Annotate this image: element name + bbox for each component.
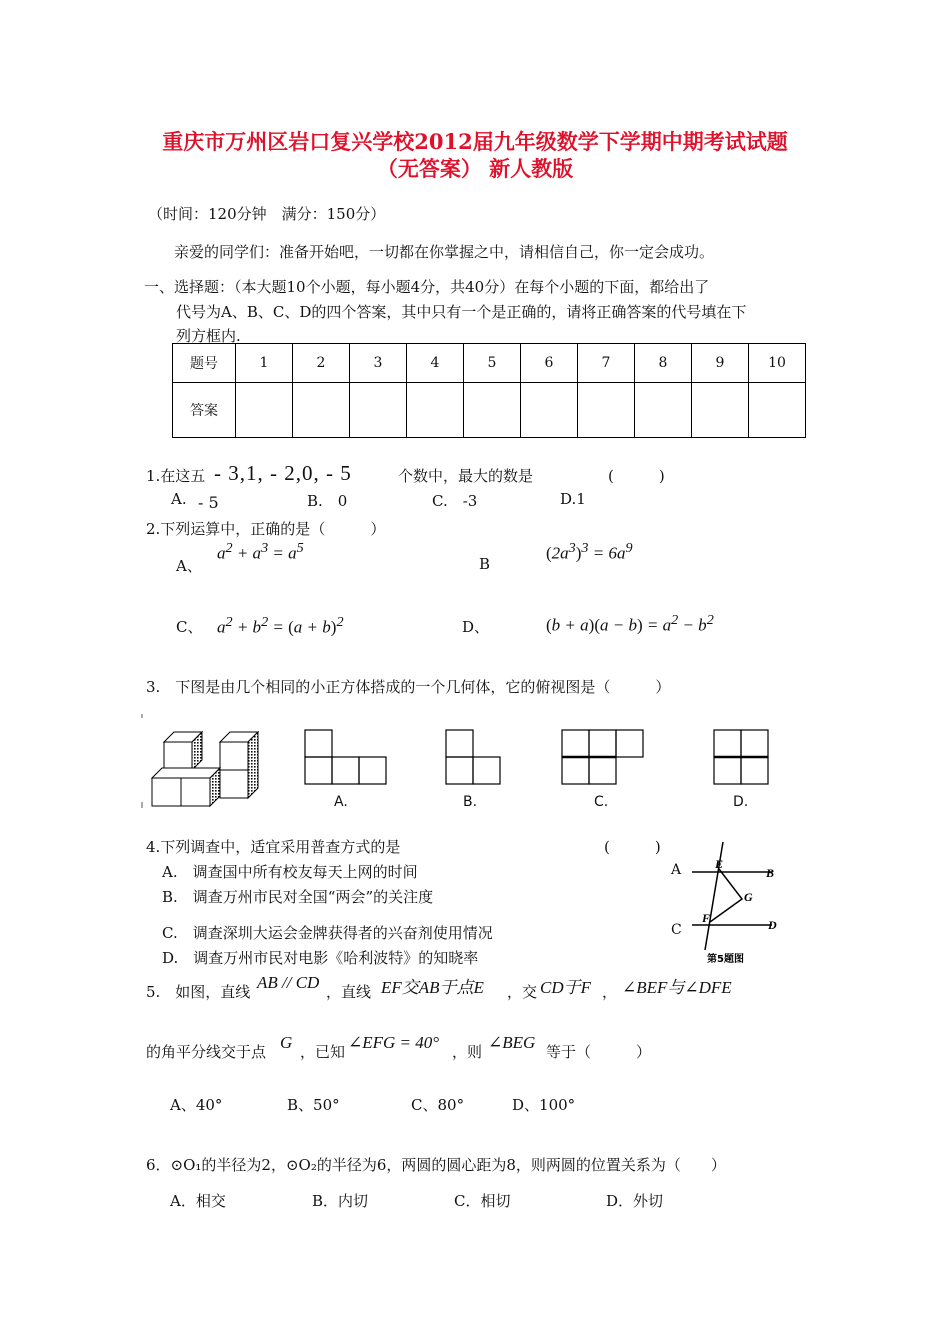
q3-label-a: A. [334, 794, 348, 810]
q5-part1: 5. 如图，直线 [146, 983, 251, 1001]
answer-table [172, 343, 806, 438]
q5-line2-a: 的角平分线交于点 [146, 1043, 267, 1061]
answer-cell[interactable] [578, 383, 635, 438]
q3-label-c: C. [594, 794, 609, 810]
fig5-point-g: G [744, 890, 753, 904]
answer-cell[interactable] [635, 383, 692, 438]
fig5-label-a: A [671, 862, 682, 878]
q1-numbers: - 3,1, - 2,0, - 5 [214, 461, 352, 485]
q5-part3: ，交 [507, 983, 538, 1001]
q2-label-a: A、 [176, 557, 202, 575]
fig5-point-f: F [702, 911, 711, 925]
geometry-figure-q5 [690, 838, 790, 968]
table-row [173, 383, 806, 438]
greeting: 亲爱的同学们：准备开始吧，一切都在你掌握之中，请相信自己，你一定会成功。 [174, 243, 715, 261]
answer-label: 答案 [173, 383, 236, 438]
table-cell: 4 [407, 344, 464, 383]
table-cell: 9 [692, 344, 749, 383]
q5-line2-c: ，则 [452, 1043, 483, 1061]
q5-line2-b: ，已知 [300, 1043, 346, 1061]
q4-bracket: ( ) [604, 838, 661, 856]
q2-formula-d: $(b + a)(a - b) = a^2 - b^2$ [546, 612, 714, 635]
fig5-label-c: C [671, 922, 682, 938]
q4-opt-d: D. 调查万州市民对电影《哈利波特》的知晓率 [162, 949, 479, 967]
option-c-figure [561, 729, 645, 785]
section1-line3: 列方框内. [176, 327, 241, 345]
q5-part2: ，直线 [326, 983, 372, 1001]
table-cell: 7 [578, 344, 635, 383]
q2-label-d: D、 [462, 618, 490, 636]
q5-opt-c: C、80° [411, 1096, 465, 1114]
page-subtitle: （无答案） 新人教版 [376, 156, 574, 181]
table-cell: 1 [236, 344, 293, 383]
option-a-figure [304, 729, 388, 785]
q2-formula-c: $a^2 + b^2 = (a + b)^2$ [217, 614, 344, 637]
q3-label-b: B. [463, 794, 478, 810]
q2-formula-b: $(2a^3)^3 = 6a^9$ [546, 540, 633, 563]
q5-part4: ， [602, 983, 618, 1001]
table-cell: 6 [521, 344, 578, 383]
q4-opt-c: C. 调查深圳大运会金牌获得者的兴奋剂使用情况 [162, 924, 493, 942]
q5-math2: EF交AB于点E [381, 978, 484, 997]
q4-stem: 4.下列调查中，适宜采用普查方式的是 [146, 838, 401, 856]
q1-stem-b: 个数中，最大的数是 [398, 467, 534, 485]
answer-cell[interactable] [293, 383, 350, 438]
q2-stem: 2.下列运算中，正确的是（ ） [146, 520, 386, 538]
q4-opt-a: A. 调查国中所有校友每天上网的时间 [162, 863, 418, 881]
q6-opt-b: B．内切 [312, 1192, 369, 1210]
q1-opt-a-value: - 5 [198, 493, 219, 512]
table-cell: 2 [293, 344, 350, 383]
answer-cell[interactable] [692, 383, 749, 438]
q5-math5: G [280, 1033, 293, 1052]
q6-stem: 6．⊙O₁的半径为2，⊙O₂的半径为6，两圆的圆心距为8，则两圆的位置关系为（ ） [146, 1156, 726, 1174]
exam-info: （时间：120分钟 满分：150分） [148, 205, 386, 223]
q4-opt-b: B. 调查万州市民对全国“两会”的关注度 [162, 888, 434, 906]
answer-cell[interactable] [464, 383, 521, 438]
table-cell: 8 [635, 344, 692, 383]
answer-cell[interactable] [749, 383, 806, 438]
q5-math7: ∠BEG [488, 1033, 536, 1052]
answer-cell[interactable] [236, 383, 293, 438]
option-d-figure [713, 729, 771, 785]
q1-opt-d: D.1 [560, 490, 586, 508]
q2-formula-a: $a^2 + a^3 = a^5$ [217, 540, 304, 563]
page-title: 重庆市万州区岩口复兴学校2012届九年级数学下学期中期考试试题 [162, 129, 788, 154]
q5-math1: AB // CD [257, 973, 320, 992]
q2-label-c: C、 [176, 618, 203, 636]
table-row [173, 344, 806, 383]
q6-opt-a: A．相交 [170, 1192, 226, 1210]
q5-math3: CD于F [540, 978, 591, 997]
q1-bracket: ( ) [608, 467, 665, 485]
fig5-point-b: B [766, 866, 775, 880]
q1-stem-a: 1.在这五 [146, 467, 206, 485]
q5-math6: ∠EFG = 40° [348, 1033, 440, 1052]
header-label: 题号 [173, 344, 236, 383]
table-cell: 3 [350, 344, 407, 383]
q5-opt-b: B、50° [287, 1096, 340, 1114]
section1-line2: 代号为A、B、C、D的四个答案，其中只有一个是正确的，请将正确答案的代号填在下 [176, 303, 747, 321]
q1-opt-b: B. 0 [307, 492, 348, 510]
fig5-point-d: D [768, 918, 777, 932]
q5-opt-d: D、100° [512, 1096, 576, 1114]
fig5-point-e: E [715, 857, 724, 871]
table-cell: 5 [464, 344, 521, 383]
table-cell: 10 [749, 344, 806, 383]
fig5-caption: 第5题图 [707, 954, 744, 965]
q1-opt-a-label: A. [171, 490, 187, 508]
q6-opt-d: D．外切 [606, 1192, 664, 1210]
answer-cell[interactable] [407, 383, 464, 438]
q3-stem: 3. 下图是由几个相同的小正方体搭成的一个几何体，它的俯视图是（ ） [146, 678, 671, 696]
option-b-figure [445, 729, 503, 785]
q5-opt-a: A、40° [170, 1096, 223, 1114]
answer-cell[interactable] [350, 383, 407, 438]
cube-solid-figure [140, 712, 270, 812]
section1-line1: 一、选择题：（本大题10个小题，每小题4分，共40分）在每个小题的下面，都给出了 [144, 278, 710, 296]
q5-line2-d: 等于（ ） [546, 1043, 652, 1061]
q5-math4: ∠BEF与∠DFE [622, 978, 732, 997]
q1-opt-c: C. -3 [432, 492, 478, 510]
q6-opt-c: C．相切 [454, 1192, 511, 1210]
q2-label-b: B [479, 555, 491, 573]
q3-label-d: D. [733, 794, 749, 810]
answer-cell[interactable] [521, 383, 578, 438]
